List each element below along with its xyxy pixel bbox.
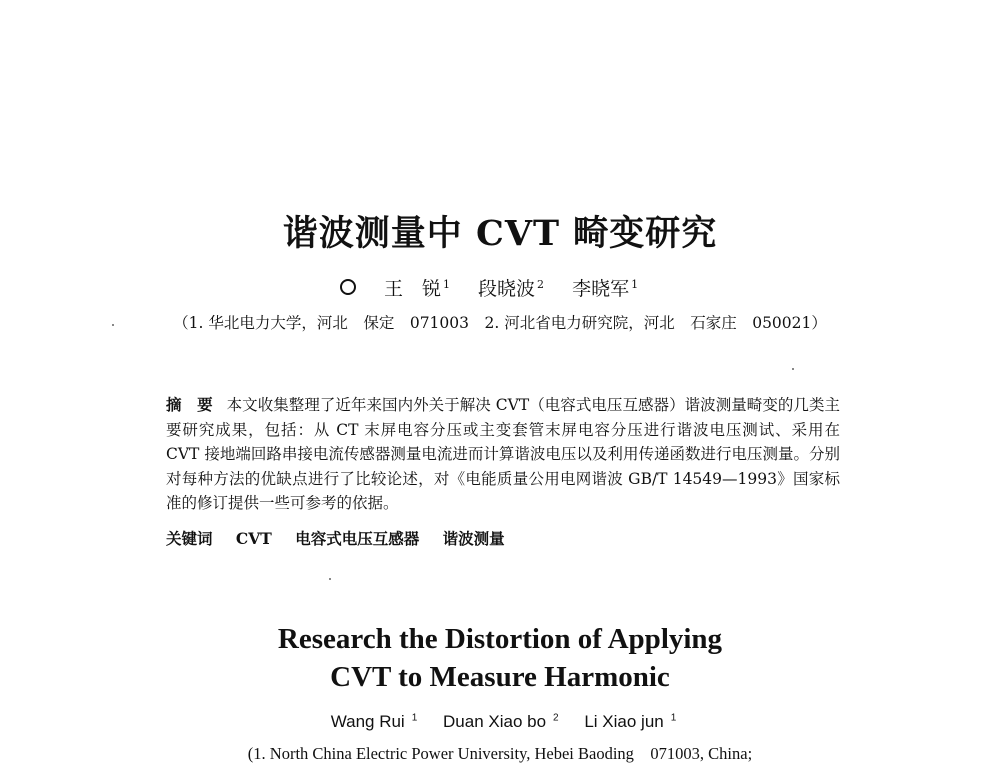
scan-speck	[112, 324, 114, 326]
author-3: 李晓军 $^1$	[572, 277, 639, 300]
title-english	[0, 620, 1000, 696]
author-en-2: Duan Xiao bo $^2$	[443, 712, 559, 731]
scan-speck	[329, 578, 331, 580]
scan-speck	[792, 368, 794, 370]
title-chinese: 谐波测量中 CVT 畸变研究	[282, 213, 718, 254]
abstract	[166, 393, 840, 516]
author-1: 王 锐 $^1$	[383, 277, 450, 300]
keyword-item: 谐波测量	[442, 529, 505, 548]
authors-chinese	[0, 274, 1000, 301]
authors-english	[0, 712, 1000, 732]
keywords	[166, 527, 523, 549]
keyword-item: CVT	[235, 529, 272, 548]
circle-bullet-icon	[340, 279, 356, 295]
affiliation-english: (1. North China Electric Power University, Hebei Baoding 071003, China;	[247, 744, 753, 763]
author-2: 段晓波 $^2$	[478, 277, 545, 300]
title-english-line-1: Research the Distortion of Applying	[277, 623, 723, 655]
abstract-text: 本文收集整理了近年来国内外关于解决 CVT（电容式电压互感器）谐波测量畸变的几类主要研究成果，包括：从 CT 末屏电容分压或主变套管末屏电容分压进行谐波电压测试、采用在 CVT 接地端回路串接电流传感器测量电流进而计算谐波电压以及利用传递函数进行电压测量。分别对每种方法的优缺点进行了比较论述，对《电能质量公用电网谐波 GB/T 14549—1993》国家标准的修订提供一些可参考的依据。	[166, 396, 840, 512]
abstract-label: 摘 要	[166, 395, 213, 414]
keywords-label: 关键词	[166, 529, 213, 548]
title-english-line-2: CVT to Measure Harmonic	[330, 661, 670, 693]
author-en-3: Li Xiao jun $^1$	[584, 712, 677, 731]
author-en-1: Wang Rui $^1$	[330, 712, 418, 731]
affiliation-chinese: （1. 华北电力大学，河北 保定 071003 2. 河北省电力研究院，河北 石家庄 050021）	[173, 314, 827, 332]
keyword-item: 电容式电压互感器	[295, 529, 420, 548]
